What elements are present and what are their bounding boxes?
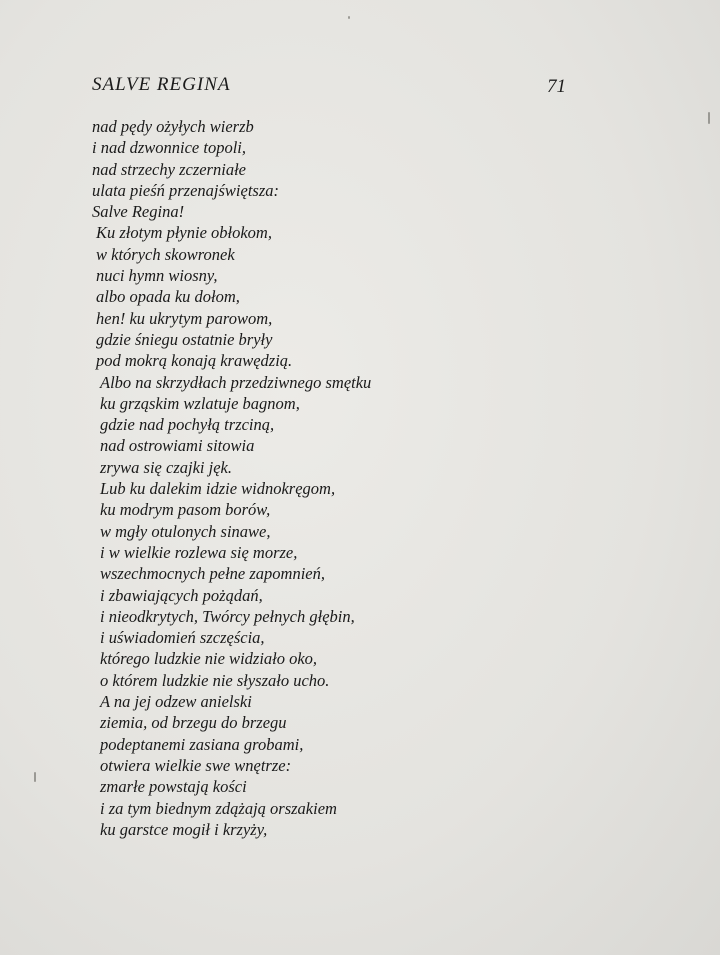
poem-line: otwiera wielkie swe wnętrze: [100, 755, 292, 775]
poem-line: nuci hymn wiosny, [96, 266, 218, 286]
poem-line: gdzie nad pochyłą trzciną, [100, 415, 275, 435]
poem-stanza [86, 116, 586, 840]
poem-line: ziemia, od brzegu do brzegu [100, 713, 287, 733]
running-header-title: SALVE REGINA [92, 74, 231, 95]
poem-line: w mgły otulonych sinawe, [100, 521, 271, 541]
paper-speck [34, 772, 36, 782]
poem-line: i nieodkrytych, Twórcy pełnych głębin, [100, 606, 355, 626]
poem-line: Lub ku dalekim idzie widnokręgom, [100, 479, 336, 499]
poem-line: i uświadomień szczęścia, [100, 628, 265, 648]
poem-line: gdzie śniegu ostatnie bryły [96, 329, 273, 349]
poem-line: zmarłe powstają kości [100, 777, 247, 797]
poem-line: nad pędy ożyłych wierzb [92, 117, 254, 136]
poem-line: ku garstce mogił i krzyży, [100, 819, 268, 839]
poem-line: zrywa się czajki jęk. [100, 457, 232, 477]
poem-line: o którem ludzkie nie słyszało ucho. [100, 670, 330, 690]
poem-line: podeptanemi zasiana grobami, [100, 734, 304, 754]
poem-line: nad ostrowiami sitowia [100, 436, 255, 456]
poem-line: w których skowronek [96, 244, 235, 264]
poem-line: pod mokrą konają krawędzią. [96, 351, 293, 371]
poem-line: A na jej odzew anielski [100, 692, 252, 712]
poem-line: hen! ku ukrytym parowom, [96, 308, 273, 328]
poem-line: ku grząskim wzlatuje bagnom, [100, 393, 300, 413]
poem-line: wszechmocnych pełne zapomnień, [100, 564, 325, 584]
paper-speck [348, 16, 350, 19]
poem-line: i za tym biednym zdążają orszakiem [100, 798, 337, 818]
poem-line: Salve Regina! [92, 202, 185, 222]
poem-line: i nad dzwonnice topoli, [92, 138, 246, 158]
poem-line: Albo na skrzydłach przedziwnego smętku [100, 372, 372, 392]
poem-line: albo opada ku dołom, [96, 287, 240, 307]
poem-line: i w wielkie rozlewa się morze, [100, 542, 298, 562]
poem-line: ku modrym pasom borów, [100, 500, 271, 520]
poem-line: nad strzechy zczerniałe [92, 159, 246, 179]
paper-speck [708, 112, 710, 124]
poem-line: i zbawiających pożądań, [100, 585, 263, 605]
poem-line: Ku złotym płynie obłokom, [96, 223, 272, 243]
poem-line: którego ludzkie nie widziało oko, [100, 649, 318, 669]
poem-line: ulata pieśń przenajświętsza: [92, 180, 280, 200]
page-number: 71 [547, 76, 566, 97]
